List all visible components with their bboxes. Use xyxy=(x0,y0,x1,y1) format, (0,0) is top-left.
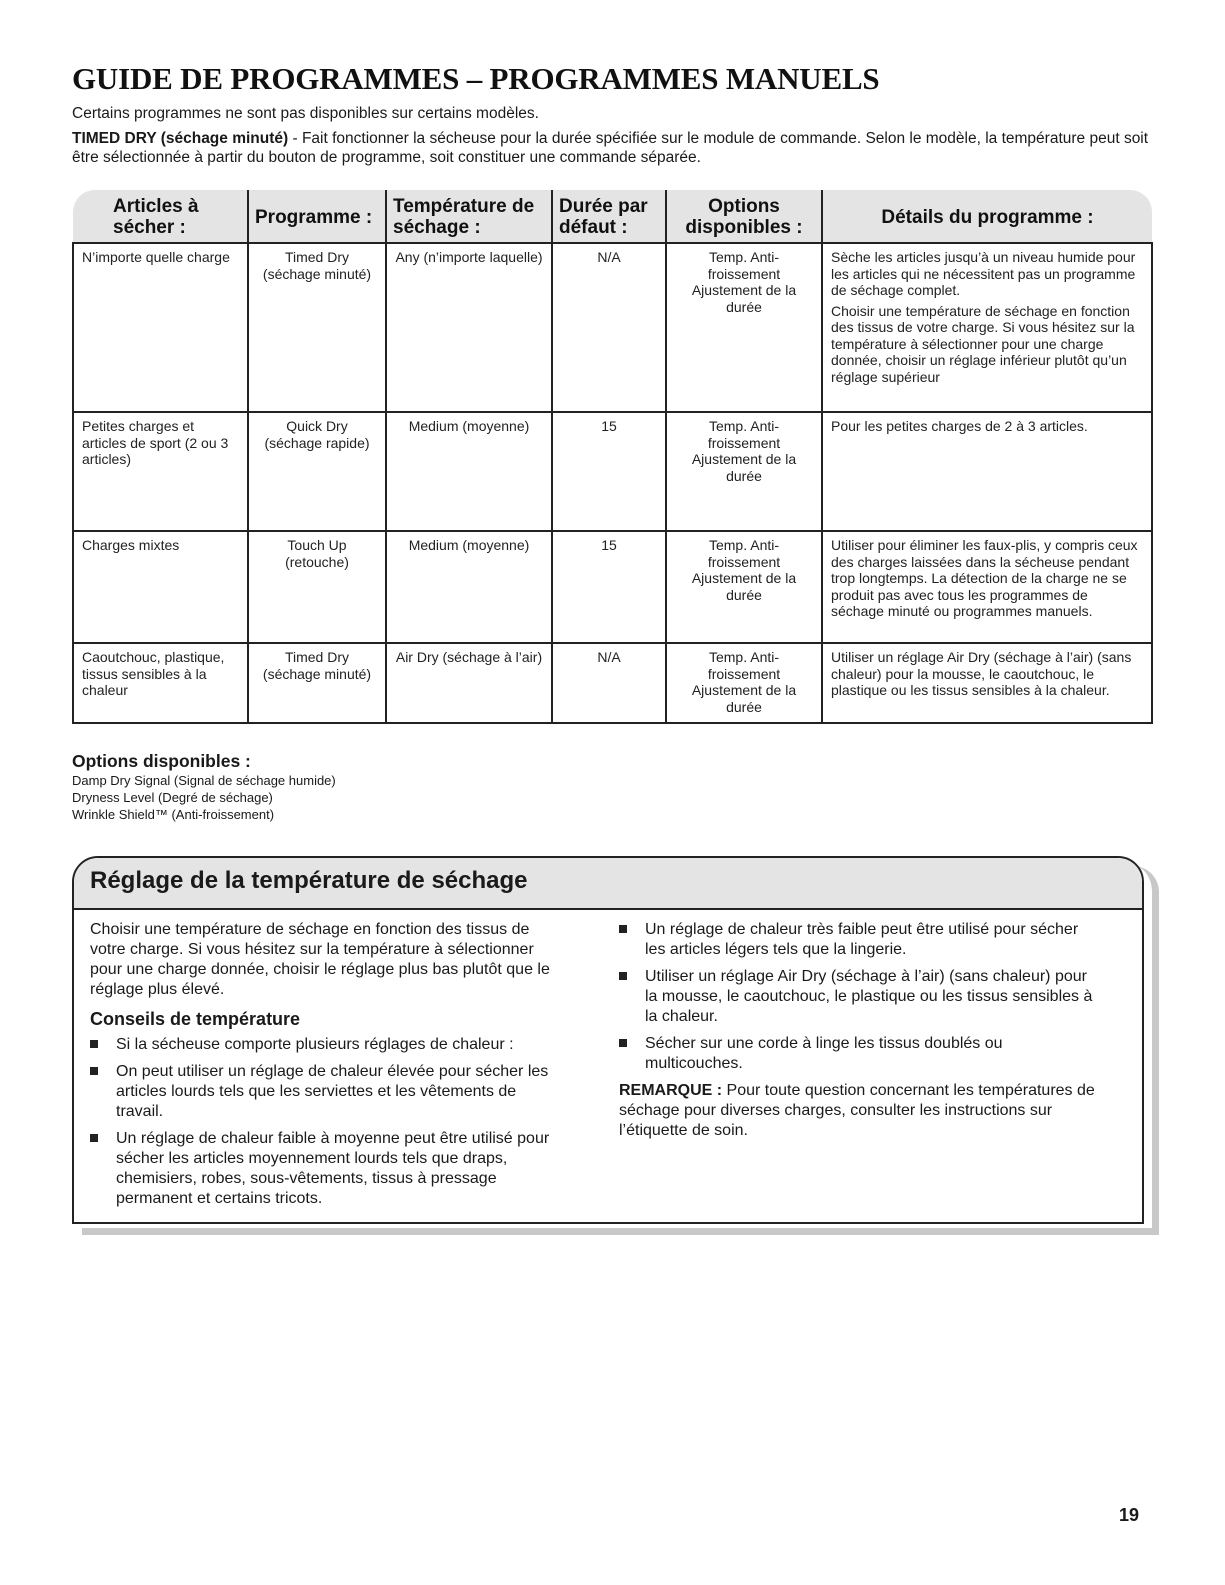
cycle-guide-table xyxy=(72,190,1153,724)
table-row xyxy=(73,643,1152,723)
cell-temperature: Any (n’importe laquelle) xyxy=(386,243,552,412)
bullet-square-icon xyxy=(90,1134,98,1142)
temperature-box-title: Réglage de la température de séchage xyxy=(90,867,528,894)
cell-programme: Timed Dry (séchage minuté) xyxy=(248,643,386,723)
cell-temperature: Air Dry (séchage à l’air) xyxy=(386,643,552,723)
list-item: Sécher sur une corde à linge les tissus doublés ou multicouches. xyxy=(619,1034,1099,1074)
cell-articles: Charges mixtes xyxy=(73,531,248,643)
bullet-square-icon xyxy=(90,1067,98,1075)
cell-details: Pour les petites charges de 2 à 3 articles. xyxy=(822,412,1152,531)
temperature-box xyxy=(72,856,1144,1224)
cell-options: Temp. Anti-froissement Ajustement de la durée xyxy=(666,243,822,412)
cell-options: Temp. Anti-froissement Ajustement de la durée xyxy=(666,643,822,723)
bullet-square-icon xyxy=(90,1040,98,1048)
table-header-row xyxy=(73,190,1152,243)
note-text: Pour toute question concernant les températures de séchage pour diverses charges, consulter les instructions sur l’étiquette de soin. xyxy=(619,1082,1095,1139)
page-title: GUIDE DE PROGRAMMES – PROGRAMMES MANUELS xyxy=(72,61,880,96)
option-item: Wrinkle Shield™ (Anti-froissement) xyxy=(72,807,275,822)
cell-programme: Touch Up (retouche) xyxy=(248,531,386,643)
cell-temperature: Medium (moyenne) xyxy=(386,412,552,531)
temperature-intro: Choisir une température de séchage en fonction des tissus de votre charge. Si vous hésitez sur la température à sélectionner pour une charge donnée, choisir le réglage plus bas plutôt que le réglage plus élevé. xyxy=(90,921,550,998)
cell-details: Utiliser un réglage Air Dry (séchage à l’air) (sans chaleur) pour la mousse, le caoutchouc, le plastique ou les tissus sensibles à la chaleur. xyxy=(822,643,1152,723)
list-item: On peut utiliser un réglage de chaleur élevée pour sécher les articles lourds tels que les serviettes et les vêtements de travail. xyxy=(90,1062,550,1122)
tips-heading: Conseils de température xyxy=(90,1009,301,1029)
cell-duree: N/A xyxy=(552,643,666,723)
table-row xyxy=(73,243,1152,412)
temperature-box-header xyxy=(74,858,1142,910)
page xyxy=(72,60,1152,1207)
cell-temperature: Medium (moyenne) xyxy=(386,531,552,643)
cell-articles: N’importe quelle charge xyxy=(73,243,248,412)
page-number: 19 xyxy=(1119,1505,1140,1525)
details-text: Sèche les articles jusqu’à un niveau humide pour les articles qui ne nécessitent pas un programme de séchage complet. xyxy=(831,249,1136,298)
note-label: REMARQUE : xyxy=(619,1082,723,1099)
option-item: Damp Dry Signal (Signal de séchage humide) xyxy=(72,773,336,788)
header-duree: Durée par défaut : xyxy=(552,190,666,243)
table-row xyxy=(73,412,1152,531)
cell-articles: Caoutchouc, plastique, tissus sensibles à la chaleur xyxy=(73,643,248,723)
bullet-square-icon xyxy=(619,972,627,980)
cell-details xyxy=(822,243,1152,412)
bullet-square-icon xyxy=(619,925,627,933)
option-item: Dryness Level (Degré de séchage) xyxy=(72,790,273,805)
header-programme: Programme : xyxy=(248,190,386,243)
list-item: Un réglage de chaleur faible à moyenne peut être utilisé pour sécher les articles moyennement lourds tels que draps, chemisiers, robes, sous-vêtements, tissus à pressage permanent et certains tricots. xyxy=(90,1129,550,1209)
cell-details: Utiliser pour éliminer les faux-plis, y compris ceux des charges laissées dans la sécheuse pendant trop longtemps. La détection de la charge ne se produit pas avec tous les programmes de séchage minuté ou programmes manuels. xyxy=(822,531,1152,643)
cell-duree: N/A xyxy=(552,243,666,412)
cell-articles: Petites charges et articles de sport (2 ou 3 articles) xyxy=(73,412,248,531)
options-heading: Options disponibles : xyxy=(72,751,251,771)
note xyxy=(619,1081,1099,1141)
list-item: Utiliser un réglage Air Dry (séchage à l’air) (sans chaleur) pour la mousse, le caoutchouc, le plastique ou les tissus sensibles à la chaleur. xyxy=(619,967,1099,1027)
timed-dry-label: TIMED DRY (séchage minuté) xyxy=(72,130,289,147)
cell-options: Temp. Anti-froissement Ajustement de la durée xyxy=(666,412,822,531)
list-item: Si la sécheuse comporte plusieurs réglages de chaleur : xyxy=(90,1035,550,1055)
timed-dry-text: - Fait fonctionner la sécheuse pour la durée spécifiée sur le module de commande. Selon le modèle, la température peut soit être sélectionnée à partir du bouton de programme, soit constituer une commande séparée. xyxy=(72,130,1149,166)
header-temperature: Température de séchage : xyxy=(386,190,552,243)
options-section xyxy=(72,750,336,823)
cell-options: Temp. Anti-froissement Ajustement de la durée xyxy=(666,531,822,643)
header-articles: Articles à sécher : xyxy=(73,190,248,243)
header-options: Options disponibles : xyxy=(666,190,822,243)
temperature-left-column xyxy=(90,920,550,1216)
details-text-2: Choisir une température de séchage en fonction des tissus de votre charge. Si vous hésitez sur la température à sélectionner pour une charge donnée, choisir un réglage inférieur plutôt qu’un réglage supérieur xyxy=(831,302,1135,385)
cell-programme: Quick Dry (séchage rapide) xyxy=(248,412,386,531)
header-details: Détails du programme : xyxy=(822,190,1152,243)
list-item: Un réglage de chaleur très faible peut être utilisé pour sécher les articles légers tels que la lingerie. xyxy=(619,920,1099,960)
intro-text: Certains programmes ne sont pas disponibles sur certains modèles. xyxy=(72,105,539,122)
bullet-square-icon xyxy=(619,1039,627,1047)
timed-dry-description xyxy=(72,129,1152,167)
table-row xyxy=(73,531,1152,643)
cell-programme: Timed Dry (séchage minuté) xyxy=(248,243,386,412)
cell-duree: 15 xyxy=(552,412,666,531)
cell-duree: 15 xyxy=(552,531,666,643)
temperature-right-column xyxy=(619,920,1099,1149)
